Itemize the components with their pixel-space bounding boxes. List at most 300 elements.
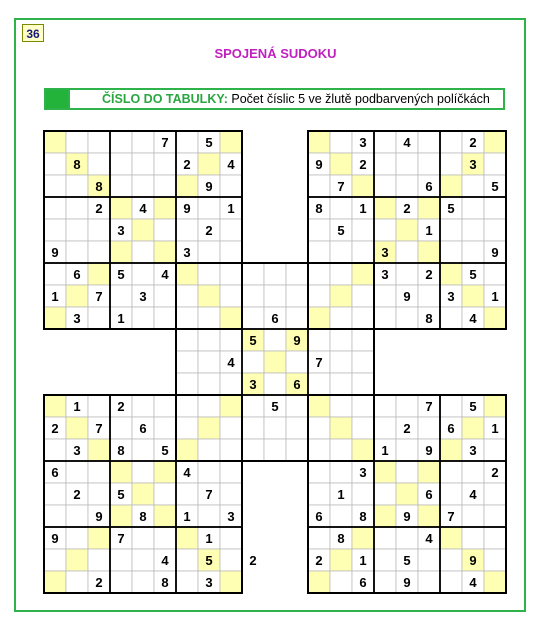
highlighted-cell[interactable] [44,395,66,417]
highlighted-cell[interactable] [66,417,88,439]
highlighted-cell[interactable] [110,461,132,483]
given-digit: 2 [117,399,125,414]
cell[interactable] [462,527,484,549]
cell[interactable] [88,131,110,153]
cell[interactable] [88,307,110,329]
cell[interactable] [286,417,308,439]
cell[interactable] [176,285,198,307]
highlighted-cell[interactable] [264,351,286,373]
cell[interactable] [44,219,66,241]
cell[interactable] [484,505,506,527]
cell[interactable] [286,351,308,373]
cell[interactable] [110,153,132,175]
cell[interactable] [374,175,396,197]
cell[interactable] [132,395,154,417]
cell[interactable] [484,263,506,285]
given-digit: 6 [359,575,367,590]
cell[interactable] [110,571,132,593]
cell[interactable] [110,175,132,197]
cell[interactable] [154,527,176,549]
cell[interactable] [352,329,374,351]
cell[interactable] [484,153,506,175]
cell[interactable] [132,131,154,153]
highlighted-cell[interactable] [462,285,484,307]
cell[interactable] [396,175,418,197]
cell[interactable] [352,285,374,307]
cell[interactable] [132,263,154,285]
given-digit: 3 [73,311,81,326]
given-digit: 9 [469,553,477,568]
highlighted-cell[interactable] [440,263,462,285]
highlighted-cell[interactable] [44,307,66,329]
highlighted-cell[interactable] [484,307,506,329]
highlighted-cell[interactable] [418,505,440,527]
task-label: ČÍSLO DO TABULKY: [102,92,228,106]
cell[interactable] [198,461,220,483]
highlighted-cell[interactable] [176,439,198,461]
cell[interactable] [132,175,154,197]
cell[interactable] [418,153,440,175]
cell[interactable] [396,439,418,461]
cell[interactable] [220,417,242,439]
given-digit: 9 [403,509,411,524]
cell[interactable] [154,395,176,417]
cell[interactable] [440,131,462,153]
cell[interactable] [440,219,462,241]
highlighted-cell[interactable] [44,131,66,153]
highlighted-cell[interactable] [132,483,154,505]
highlighted-cell[interactable] [220,131,242,153]
highlighted-cell[interactable] [154,505,176,527]
cell[interactable] [286,263,308,285]
cell[interactable] [330,307,352,329]
highlighted-cell[interactable] [154,241,176,263]
cell[interactable] [418,285,440,307]
cell[interactable] [88,153,110,175]
cell[interactable] [154,307,176,329]
given-digit: 2 [359,157,367,172]
given-digit: 1 [205,531,213,546]
highlighted-cell[interactable] [484,395,506,417]
cell[interactable] [440,307,462,329]
cell[interactable] [66,241,88,263]
cell[interactable] [396,461,418,483]
highlighted-cell[interactable] [220,395,242,417]
cell[interactable] [352,373,374,395]
cell[interactable] [66,131,88,153]
cell[interactable] [440,483,462,505]
highlighted-cell[interactable] [66,285,88,307]
highlighted-cell[interactable] [418,197,440,219]
cell[interactable] [88,483,110,505]
cell[interactable] [44,197,66,219]
cell[interactable] [154,219,176,241]
cell[interactable] [220,549,242,571]
cell[interactable] [484,197,506,219]
given-digit: 7 [95,289,103,304]
cell[interactable] [176,571,198,593]
given-digit: 4 [227,157,235,172]
highlighted-cell[interactable] [396,483,418,505]
cell[interactable] [440,395,462,417]
cell[interactable] [330,351,352,373]
cell[interactable] [44,153,66,175]
cell[interactable] [176,395,198,417]
given-digit: 3 [227,509,235,524]
cell[interactable] [176,549,198,571]
highlighted-cell[interactable] [462,417,484,439]
cell[interactable] [110,285,132,307]
given-digit: 4 [403,135,411,150]
cell[interactable] [418,417,440,439]
cell[interactable] [66,571,88,593]
cell[interactable] [264,439,286,461]
highlighted-cell[interactable] [352,439,374,461]
cell[interactable] [484,549,506,571]
cell[interactable] [132,439,154,461]
highlighted-cell[interactable] [308,307,330,329]
cell[interactable] [176,329,198,351]
cell[interactable] [330,395,352,417]
cell[interactable] [198,439,220,461]
cell[interactable] [330,571,352,593]
cell[interactable] [462,505,484,527]
highlighted-cell[interactable] [484,571,506,593]
cell[interactable] [44,439,66,461]
cell[interactable] [352,351,374,373]
cell[interactable] [440,571,462,593]
cell[interactable] [110,131,132,153]
cell[interactable] [176,351,198,373]
cell[interactable] [220,263,242,285]
cell[interactable] [462,175,484,197]
cell[interactable] [440,241,462,263]
cell[interactable] [352,241,374,263]
cell[interactable] [220,483,242,505]
highlighted-cell[interactable] [308,131,330,153]
cell[interactable] [286,285,308,307]
cell[interactable] [374,549,396,571]
cell[interactable] [440,549,462,571]
given-digit: 8 [337,531,345,546]
cell[interactable] [308,439,330,461]
highlighted-cell[interactable] [132,219,154,241]
cell[interactable] [374,527,396,549]
cell[interactable] [198,505,220,527]
cell[interactable] [198,395,220,417]
cell[interactable] [242,439,264,461]
highlighted-cell[interactable] [176,527,198,549]
cell[interactable] [198,373,220,395]
highlighted-cell[interactable] [418,241,440,263]
cell[interactable] [374,307,396,329]
highlighted-cell[interactable] [44,571,66,593]
cell[interactable] [374,571,396,593]
cell[interactable] [88,241,110,263]
given-digit: 5 [249,333,257,348]
highlighted-cell[interactable] [308,395,330,417]
cell[interactable] [66,219,88,241]
highlighted-cell[interactable] [330,417,352,439]
given-digit: 8 [73,157,81,172]
cell[interactable] [308,241,330,263]
cell[interactable] [374,417,396,439]
highlighted-cell[interactable] [220,307,242,329]
cell[interactable] [154,417,176,439]
cell[interactable] [198,197,220,219]
cell[interactable] [396,395,418,417]
cell[interactable] [308,373,330,395]
cell[interactable] [220,329,242,351]
cell[interactable] [154,483,176,505]
highlighted-cell[interactable] [396,219,418,241]
cell[interactable] [242,285,264,307]
given-digit: 4 [469,575,477,590]
highlighted-cell[interactable] [88,263,110,285]
cell[interactable] [198,241,220,263]
highlighted-cell[interactable] [154,461,176,483]
given-digit: 5 [469,267,477,282]
cell[interactable] [484,219,506,241]
highlighted-cell[interactable] [66,549,88,571]
given-digit: 7 [447,509,455,524]
highlighted-cell[interactable] [88,439,110,461]
cell[interactable] [88,395,110,417]
cell[interactable] [462,241,484,263]
cell[interactable] [374,395,396,417]
cell[interactable] [66,175,88,197]
cell[interactable] [132,307,154,329]
cell[interactable] [330,263,352,285]
cell[interactable] [220,461,242,483]
cell[interactable] [330,373,352,395]
cell[interactable] [462,461,484,483]
cell[interactable] [308,527,330,549]
cell[interactable] [440,461,462,483]
cell[interactable] [110,549,132,571]
highlighted-cell[interactable] [330,549,352,571]
cell[interactable] [66,527,88,549]
highlighted-cell[interactable] [352,175,374,197]
given-digit: 1 [117,311,125,326]
cell[interactable] [88,549,110,571]
cell[interactable] [396,263,418,285]
given-digit: 9 [205,179,213,194]
cell[interactable] [132,153,154,175]
cell[interactable] [330,505,352,527]
given-digit: 4 [161,553,169,568]
given-digit: 2 [95,575,103,590]
cell[interactable] [352,483,374,505]
highlighted-cell[interactable] [440,175,462,197]
highlighted-cell[interactable] [308,571,330,593]
given-digit: 7 [425,399,433,414]
cell[interactable] [220,175,242,197]
cell[interactable] [176,307,198,329]
cell[interactable] [220,439,242,461]
cell[interactable] [220,241,242,263]
cell[interactable] [220,219,242,241]
cell[interactable] [286,395,308,417]
cell[interactable] [330,241,352,263]
cell[interactable] [484,439,506,461]
cell[interactable] [374,219,396,241]
highlighted-cell[interactable] [88,527,110,549]
cell[interactable] [396,241,418,263]
cell[interactable] [66,197,88,219]
cell[interactable] [418,571,440,593]
cell[interactable] [198,307,220,329]
given-digit: 1 [359,553,367,568]
cell[interactable] [176,131,198,153]
given-digit: 6 [447,421,455,436]
cell[interactable] [264,285,286,307]
cell[interactable] [374,131,396,153]
highlighted-cell[interactable] [176,175,198,197]
highlighted-cell[interactable] [374,505,396,527]
given-digit: 6 [293,377,301,392]
given-digit: 1 [227,201,235,216]
cell[interactable] [242,263,264,285]
given-digit: 9 [403,575,411,590]
cell[interactable] [154,175,176,197]
cell[interactable] [176,417,198,439]
cell[interactable] [44,549,66,571]
highlighted-cell[interactable] [352,527,374,549]
cell[interactable] [198,263,220,285]
cell[interactable] [286,307,308,329]
cell[interactable] [418,549,440,571]
given-digit: 1 [337,487,345,502]
given-digit: 2 [469,135,477,150]
cell[interactable] [44,483,66,505]
highlighted-cell[interactable] [110,197,132,219]
cell[interactable] [264,329,286,351]
cell[interactable] [242,307,264,329]
highlighted-cell[interactable] [330,153,352,175]
highlighted-cell[interactable] [110,505,132,527]
cell[interactable] [220,373,242,395]
cell[interactable] [396,527,418,549]
given-digit: 6 [315,509,323,524]
cell[interactable] [220,285,242,307]
cell[interactable] [242,395,264,417]
cell[interactable] [484,483,506,505]
cell[interactable] [176,219,198,241]
cell[interactable] [88,219,110,241]
highlighted-cell[interactable] [440,439,462,461]
given-digit: 2 [73,487,81,502]
cell[interactable] [308,329,330,351]
cell[interactable] [132,461,154,483]
highlighted-cell[interactable] [330,285,352,307]
cell[interactable] [308,417,330,439]
highlighted-cell[interactable] [374,461,396,483]
cell[interactable] [286,439,308,461]
highlighted-cell[interactable] [440,527,462,549]
highlighted-cell[interactable] [110,241,132,263]
cell[interactable] [264,373,286,395]
cell[interactable] [44,505,66,527]
highlighted-cell[interactable] [198,153,220,175]
cell[interactable] [176,483,198,505]
highlighted-cell[interactable] [176,263,198,285]
cell[interactable] [308,175,330,197]
cell[interactable] [198,329,220,351]
cell[interactable] [132,549,154,571]
cell[interactable] [352,395,374,417]
given-digit: 7 [337,179,345,194]
cell[interactable] [44,263,66,285]
cell[interactable] [264,263,286,285]
cell[interactable] [308,461,330,483]
cell[interactable] [396,153,418,175]
cell[interactable] [484,527,506,549]
cell[interactable] [154,153,176,175]
cell[interactable] [66,505,88,527]
cell[interactable] [308,285,330,307]
cell[interactable] [330,461,352,483]
cell[interactable] [440,153,462,175]
cell[interactable] [374,153,396,175]
cell[interactable] [308,483,330,505]
highlighted-cell[interactable] [198,417,220,439]
cell[interactable] [374,483,396,505]
cell[interactable] [132,527,154,549]
page-number: 36 [22,24,44,42]
cell[interactable] [308,219,330,241]
cell[interactable] [330,131,352,153]
cell[interactable] [242,417,264,439]
cell[interactable] [132,571,154,593]
given-digit: 3 [381,245,389,260]
cell[interactable] [352,417,374,439]
cell[interactable] [66,461,88,483]
cell[interactable] [154,285,176,307]
highlighted-cell[interactable] [418,461,440,483]
highlighted-cell[interactable] [198,285,220,307]
cell[interactable] [462,197,484,219]
given-digit: 5 [491,179,499,194]
highlighted-cell[interactable] [374,197,396,219]
cell[interactable] [176,373,198,395]
cell[interactable] [330,329,352,351]
cell[interactable] [44,175,66,197]
highlighted-cell[interactable] [484,131,506,153]
highlighted-cell[interactable] [352,263,374,285]
cell[interactable] [88,461,110,483]
cell[interactable] [352,219,374,241]
cell[interactable] [220,527,242,549]
given-digit: 8 [161,575,169,590]
cell[interactable] [374,285,396,307]
given-digit: 9 [51,531,59,546]
highlighted-cell[interactable] [220,571,242,593]
cell[interactable] [264,417,286,439]
cell[interactable] [308,263,330,285]
cell[interactable] [396,307,418,329]
cell[interactable] [352,307,374,329]
cell[interactable] [330,439,352,461]
cell[interactable] [132,241,154,263]
cell[interactable] [110,417,132,439]
cell[interactable] [418,131,440,153]
cell[interactable] [330,197,352,219]
cell[interactable] [198,351,220,373]
cell[interactable] [242,351,264,373]
highlighted-cell[interactable] [154,197,176,219]
cell[interactable] [462,219,484,241]
